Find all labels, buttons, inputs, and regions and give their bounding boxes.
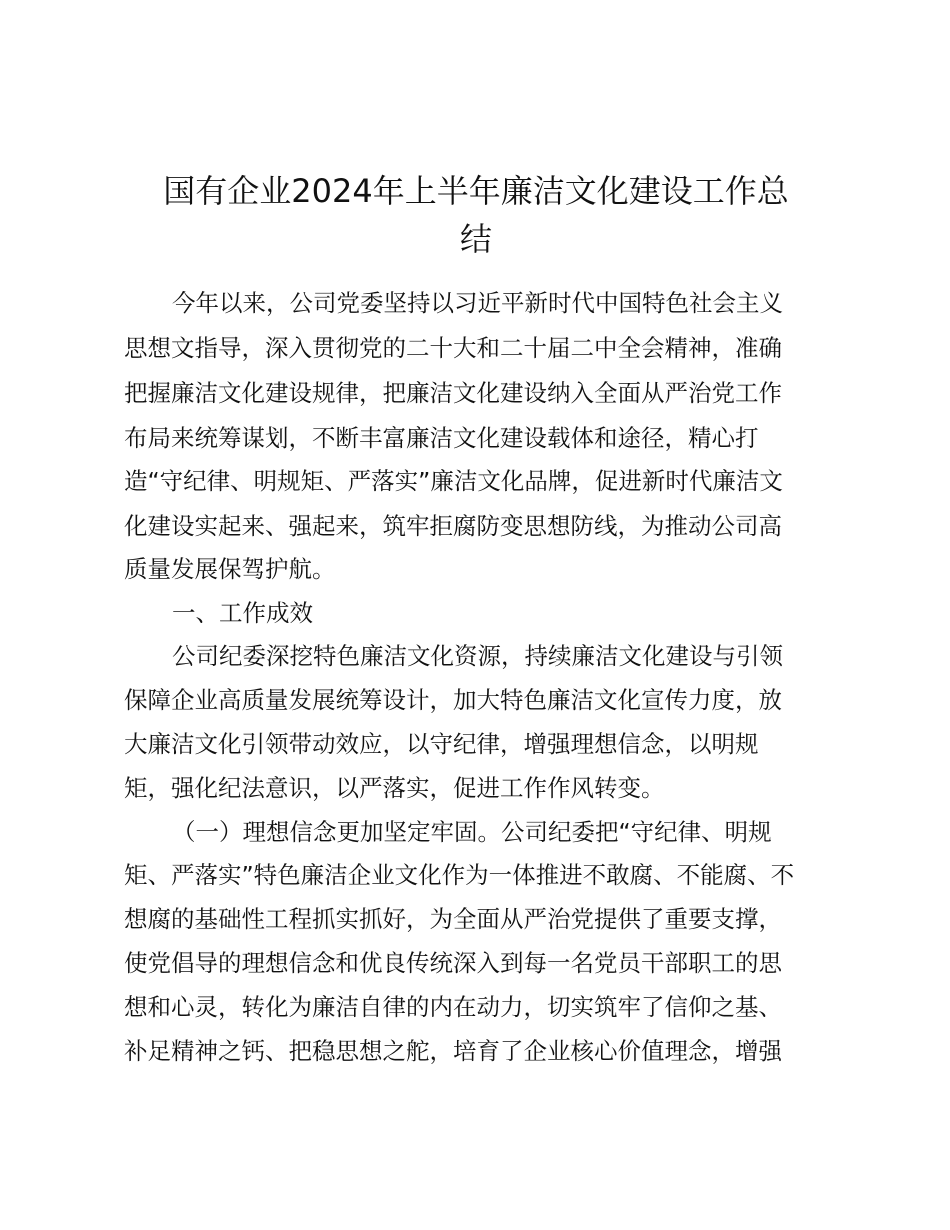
paragraph-line: 质量发展保驾护航。: [124, 555, 336, 583]
paragraph-line: （一）理想信念更加坚定牢固。公司纪委把“守纪律、明规: [172, 818, 772, 846]
paragraph-line: 想腐的基础性工程抓实抓好，为全面从严治党提供了重要支撑，: [124, 905, 782, 933]
paragraph-line: 今年以来，公司党委坚持以习近平新时代中国特色社会主义: [172, 289, 783, 317]
paragraph-line: 思想文指导，深入贯彻党的二十大和二十届二中全会精神，准确: [124, 334, 782, 362]
section-heading: 一、工作成效: [172, 599, 313, 627]
paragraph-line: 公司纪委深挖特色廉洁文化资源，持续廉洁文化建设与引领: [172, 642, 783, 670]
paragraph-line: 造“守纪律、明规矩、严落实”廉洁文化品牌，促进新时代廉洁文: [124, 467, 783, 495]
paragraph-line: 保障企业高质量发展统筹设计，加大特色廉洁文化宣传力度，放: [124, 686, 782, 714]
document-title-line-2: 结: [459, 220, 492, 258]
paragraph-line: 矩、严落实”特色廉洁企业文化作为一体推进不敢腐、不能腐、不: [124, 861, 795, 889]
document-title-line-1: 国有企业2024年上半年廉洁文化建设工作总: [163, 172, 789, 210]
paragraph-line: 使党倡导的理想信念和优良传统深入到每一名党员干部职工的思: [124, 949, 782, 977]
paragraph-line: 把握廉洁文化建设规律，把廉洁文化建设纳入全面从严治党工作: [124, 379, 782, 407]
paragraph-line: 想和心灵，转化为廉洁自律的内在动力，切实筑牢了信仰之基、: [124, 993, 782, 1021]
paragraph-line: 布局来统筹谋划，不断丰富廉洁文化建设载体和途径，精心打: [124, 424, 759, 452]
paragraph-line: 大廉洁文化引领带动效应，以守纪律，增强理想信念，以明规: [124, 730, 759, 758]
paragraph-line: 矩，强化纪法意识，以严落实，促进工作作风转变。: [124, 774, 665, 802]
paragraph-line: 补足精神之钙、把稳思想之舵，培育了企业核心价值理念，增强: [124, 1037, 782, 1065]
paragraph-line: 化建设实起来、强起来，筑牢拒腐防变思想防线，为推动公司高: [124, 512, 782, 540]
